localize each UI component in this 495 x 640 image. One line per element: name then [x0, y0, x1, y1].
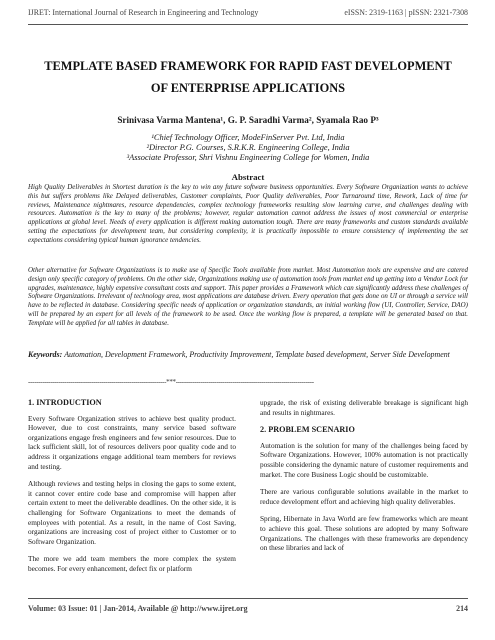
- problem-paragraph-1: Automation is the solution for many of the challenges being faced by Software Organizations. However, 100% automation is not practically possible considering the dynamic nature of customer requirements and market. The core Business Logic should be customizable.: [260, 440, 468, 479]
- page-number: 214: [456, 604, 468, 613]
- volume-info: Volume: 03 Issue: 01 | Jan-2014, Available @ http://www.ijret.org: [28, 604, 248, 613]
- journal-name: IJRET: International Journal of Research in Engineering and Technology: [28, 8, 259, 17]
- affiliation-1: ¹Chief Technology Officer, ModeFinServer Pvt. Ltd, India: [151, 133, 345, 142]
- paper-title-line-1: TEMPLATE BASED FRAMEWORK FOR RAPID FAST DEVELOPMENT: [44, 59, 452, 73]
- introduction-paragraph-3: The more we add team members the more complex the system becomes. For every enhancement, defect fix or platform: [28, 554, 236, 573]
- footer-rule: [28, 598, 468, 599]
- author-list: Srinivasa Varma Mantena¹, G. P. Saradhi Varma², Syamala Rao P³: [117, 115, 379, 125]
- right-column: [260, 398, 468, 561]
- introduction-paragraph-1: Every Software Organization strives to achieve best quality product. However, due to cost constraints, many service based software organizations engage fresh engineers and few senior resources. Due to lack sufficient skill, lot of resources delivers poor quality code and to address it organizations engage additional team members for reviews and testing.: [28, 413, 236, 471]
- introduction-paragraph-2: Although reviews and testing helps in closing the gaps to some extent, it cannot cover entire code base and compromise will happen after certain extent to meet the deliverable deadlines. On the other side, it is challenging for Software Organizations to meet the demands of employees with potential. As a result, in the name of Cost Saving, organizations are increasing cost of project either to Customer or to Software Organization.: [28, 479, 236, 546]
- left-column: [28, 398, 236, 582]
- affiliation-3: ³Associate Professor, Shri Vishnu Engineering College for Women, India: [126, 153, 370, 162]
- problem-paragraph-2: There are various configurable solutions available in the market to reduce development effort and achieving high quality deliverables.: [260, 487, 468, 506]
- abstract-paragraph-1: High Quality Deliverables in Shortest duration is the key to win any future software business opportunities. Every Software Organization wants to achieve this but suffers problems like Delayed deliverables, Customer complaints, Poor Quality deliverables, Poor Turnaround time, Rework, Lack of time for reviews, Maintenance nightmares, resource dependencies, complex technology frameworks resulting slow learning curve, and challenges dealing with resources. Automation is the key to many of the problems; however, regular automation cannot address the issues of most commercial or enterprise applications at global level. Needs of every application is different making automation tough. There are many frameworks and custom standards available setting the expectations for development team, but considering complexity, it is practically impossible to ensure consistency of implementing the set expectations considering typical human ignorance tendencies.: [28, 183, 468, 244]
- abstract-paragraph-2: Other alternative for Software Organizations is to make use of Specific Tools available from market. Most Automation tools are expensive and are catered design only specific category of problems. On the other side, Organizations making use of automation tools from market end up getting into a Vendor Lock for upgrades, maintenance, highly expensive consultant costs and support. This paper provides a Framework which can significantly address these challenges of Software Organizations. Irrelevant of technology area, most applications are database driven. Every operation that gets done on UI or through a service will have to be reflected in database. Considering specific needs of application or organization standards, an initial working flow (UI, Controller, Service, DAO) will be prepared by an expert for all levels of the framework to be used. Once the working flow is prepared, a template will be generated based on that. Template will be applied for all tables in database.: [28, 266, 468, 327]
- affiliation-2: ²Director P.G. Courses, S.R.K.R. Engineering College, India: [146, 143, 350, 152]
- running-header: [28, 8, 468, 17]
- keywords: [28, 347, 468, 363]
- issn: eISSN: 2319-1163 | pISSN: 2321-7308: [344, 8, 468, 17]
- section-separator: --------------------------------------------------------------------***--------------------------------------------------------------------: [28, 378, 314, 386]
- continued-paragraph: upgrade, the risk of existing deliverable breakage is significant high and results in nightmares.: [260, 398, 468, 417]
- header-rule: [28, 24, 468, 25]
- keywords-label: Keywords:: [28, 350, 63, 359]
- introduction-heading: 1. INTRODUCTION: [28, 398, 102, 407]
- keywords-text: Automation, Development Framework, Productivity Improvement, Template based development, Server Side Development: [64, 350, 450, 359]
- abstract-heading: Abstract: [231, 172, 265, 182]
- paper-title-line-2: OF ENTERPRISE APPLICATIONS: [150, 81, 346, 95]
- problem-paragraph-3: Spring, Hibernate in Java World are few frameworks which are meant to achieve this goal. These solutions are adopted by many Software Organizations. The challenges with these frameworks are dependency on these libraries and lack of: [260, 514, 468, 553]
- running-footer: [28, 604, 468, 613]
- problem-scenario-heading: 2. PROBLEM SCENARIO: [260, 425, 355, 435]
